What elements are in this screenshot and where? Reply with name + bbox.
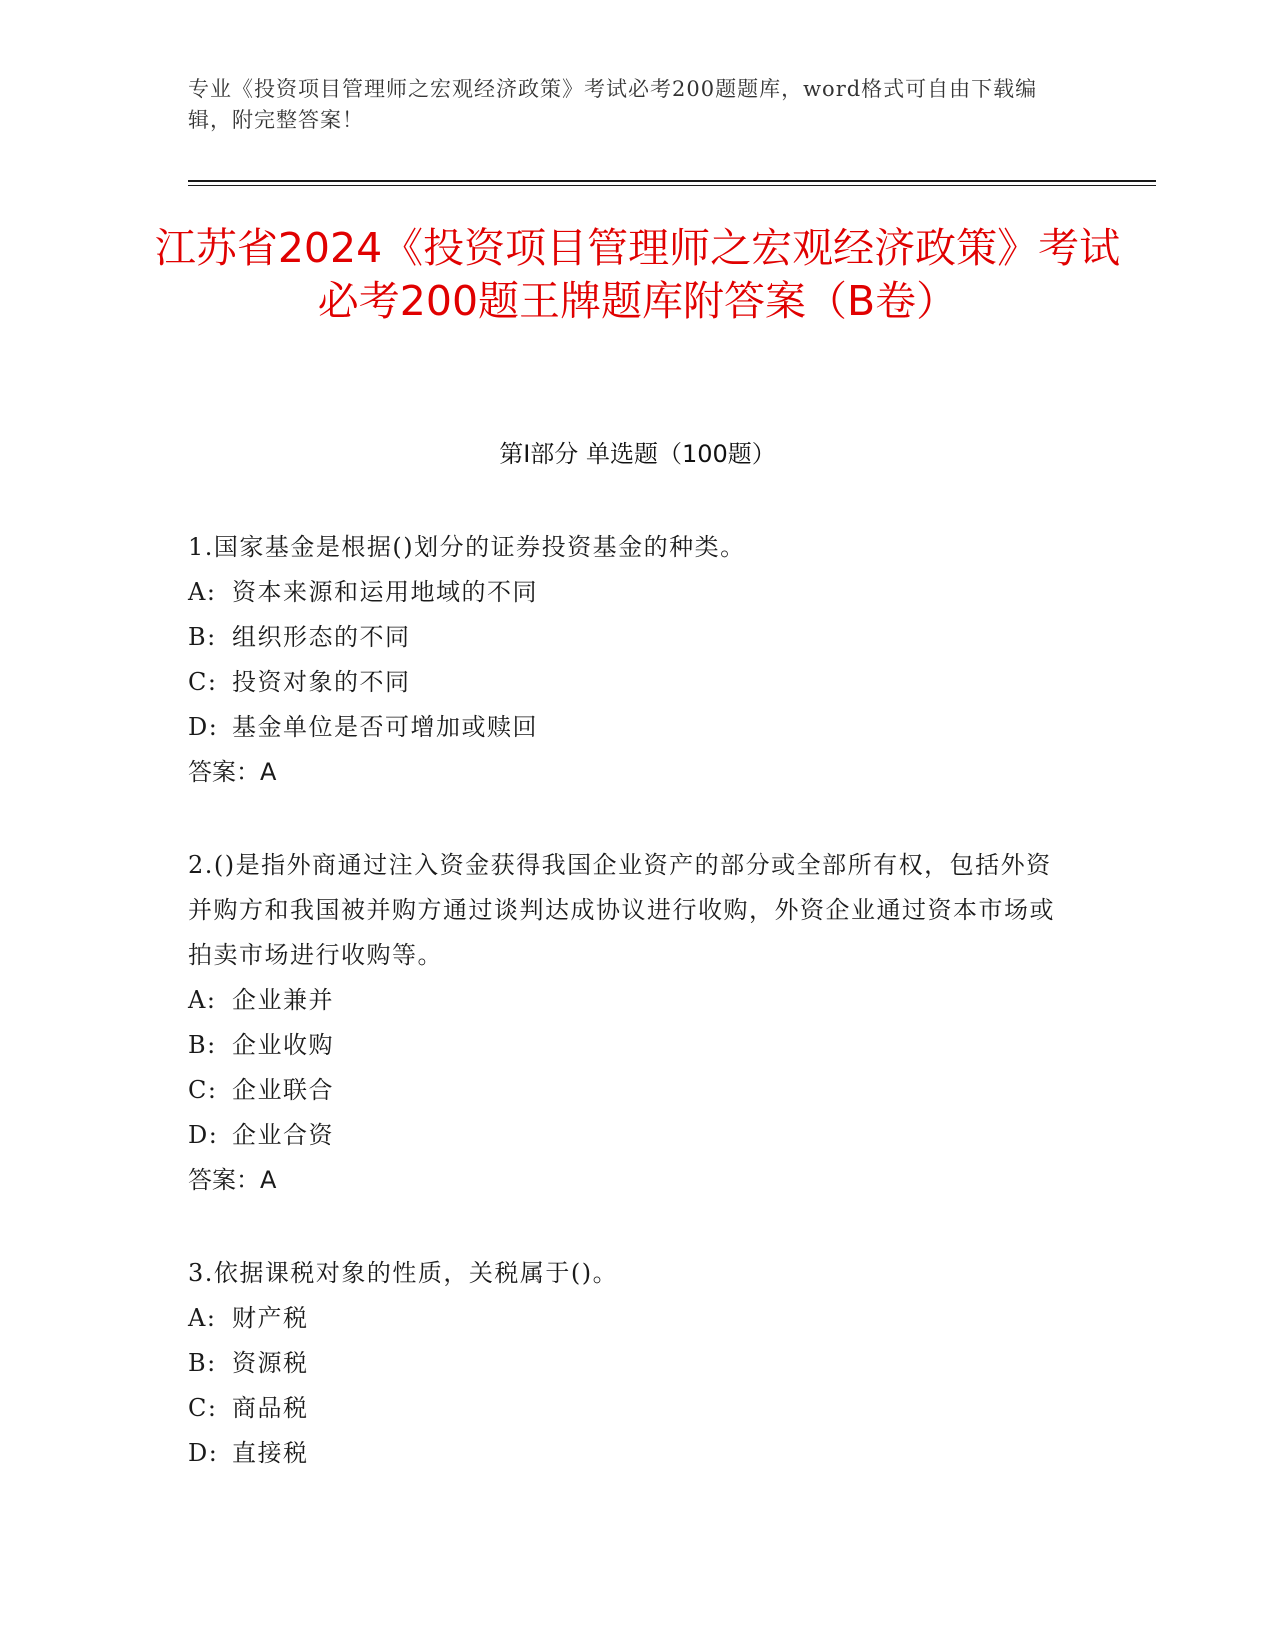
option-text: 企业联合 <box>232 1076 334 1104</box>
question-1 <box>188 525 1068 795</box>
option-key: D: <box>188 1121 219 1149</box>
option-text: 资源税 <box>232 1349 309 1377</box>
option-a <box>188 1296 1068 1341</box>
option-key: A: <box>188 1304 217 1332</box>
question-answer: 答案：A <box>188 758 277 786</box>
option-key: B: <box>188 1349 217 1377</box>
option-text: 企业收购 <box>232 1031 334 1059</box>
option-c <box>188 660 1068 705</box>
option-text: 企业合资 <box>232 1121 334 1149</box>
option-text: 组织形态的不同 <box>232 623 411 651</box>
option-text: 商品税 <box>232 1394 309 1422</box>
option-text: 直接税 <box>232 1439 309 1467</box>
option-b <box>188 1023 1068 1068</box>
option-d <box>188 1113 1068 1158</box>
option-text: 财产税 <box>232 1304 309 1332</box>
question-stem: 1.国家基金是根据()划分的证券投资基金的种类。 <box>188 533 746 561</box>
document-title: 江苏省2024《投资项目管理师之宏观经济政策》考试必考200题王牌题库附答案（B卷） <box>154 224 1121 325</box>
option-key: D: <box>188 1439 219 1467</box>
option-a <box>188 570 1068 615</box>
option-text: 企业兼并 <box>232 986 334 1014</box>
header-divider-thin <box>188 185 1156 186</box>
header-divider-thick <box>188 180 1156 182</box>
option-key: B: <box>188 1031 217 1059</box>
section-title: 第Ⅰ部分 单选题（100题） <box>499 440 776 468</box>
option-key: A: <box>188 578 217 606</box>
option-text: 资本来源和运用地域的不同 <box>232 578 538 606</box>
question-stem: 3.依据课税对象的性质，关税属于()。 <box>188 1259 619 1287</box>
question-stem: 2.()是指外商通过注入资金获得我国企业资产的部分或全部所有权，包括外资并购方和我国被并购方通过谈判达成协议进行收购，外资企业通过资本市场或拍卖市场进行收购等。 <box>188 851 1055 969</box>
option-text: 投资对象的不同 <box>232 668 411 696</box>
option-key: C: <box>188 1076 218 1104</box>
option-a <box>188 978 1068 1023</box>
option-key: B: <box>188 623 217 651</box>
option-b <box>188 1341 1068 1386</box>
option-b <box>188 615 1068 660</box>
question-3 <box>188 1251 1068 1476</box>
option-text: 基金单位是否可增加或赎回 <box>232 713 538 741</box>
option-c <box>188 1068 1068 1113</box>
option-key: D: <box>188 713 219 741</box>
option-c <box>188 1386 1068 1431</box>
question-2 <box>188 843 1068 1203</box>
option-key: C: <box>188 668 218 696</box>
option-d <box>188 705 1068 750</box>
option-key: A: <box>188 986 217 1014</box>
option-key: C: <box>188 1394 218 1422</box>
option-d <box>188 1431 1068 1476</box>
question-answer: 答案：A <box>188 1166 277 1194</box>
header-note: 专业《投资项目管理师之宏观经济政策》考试必考200题题库，word格式可自由下载编辑，附完整答案！ <box>188 77 1038 132</box>
